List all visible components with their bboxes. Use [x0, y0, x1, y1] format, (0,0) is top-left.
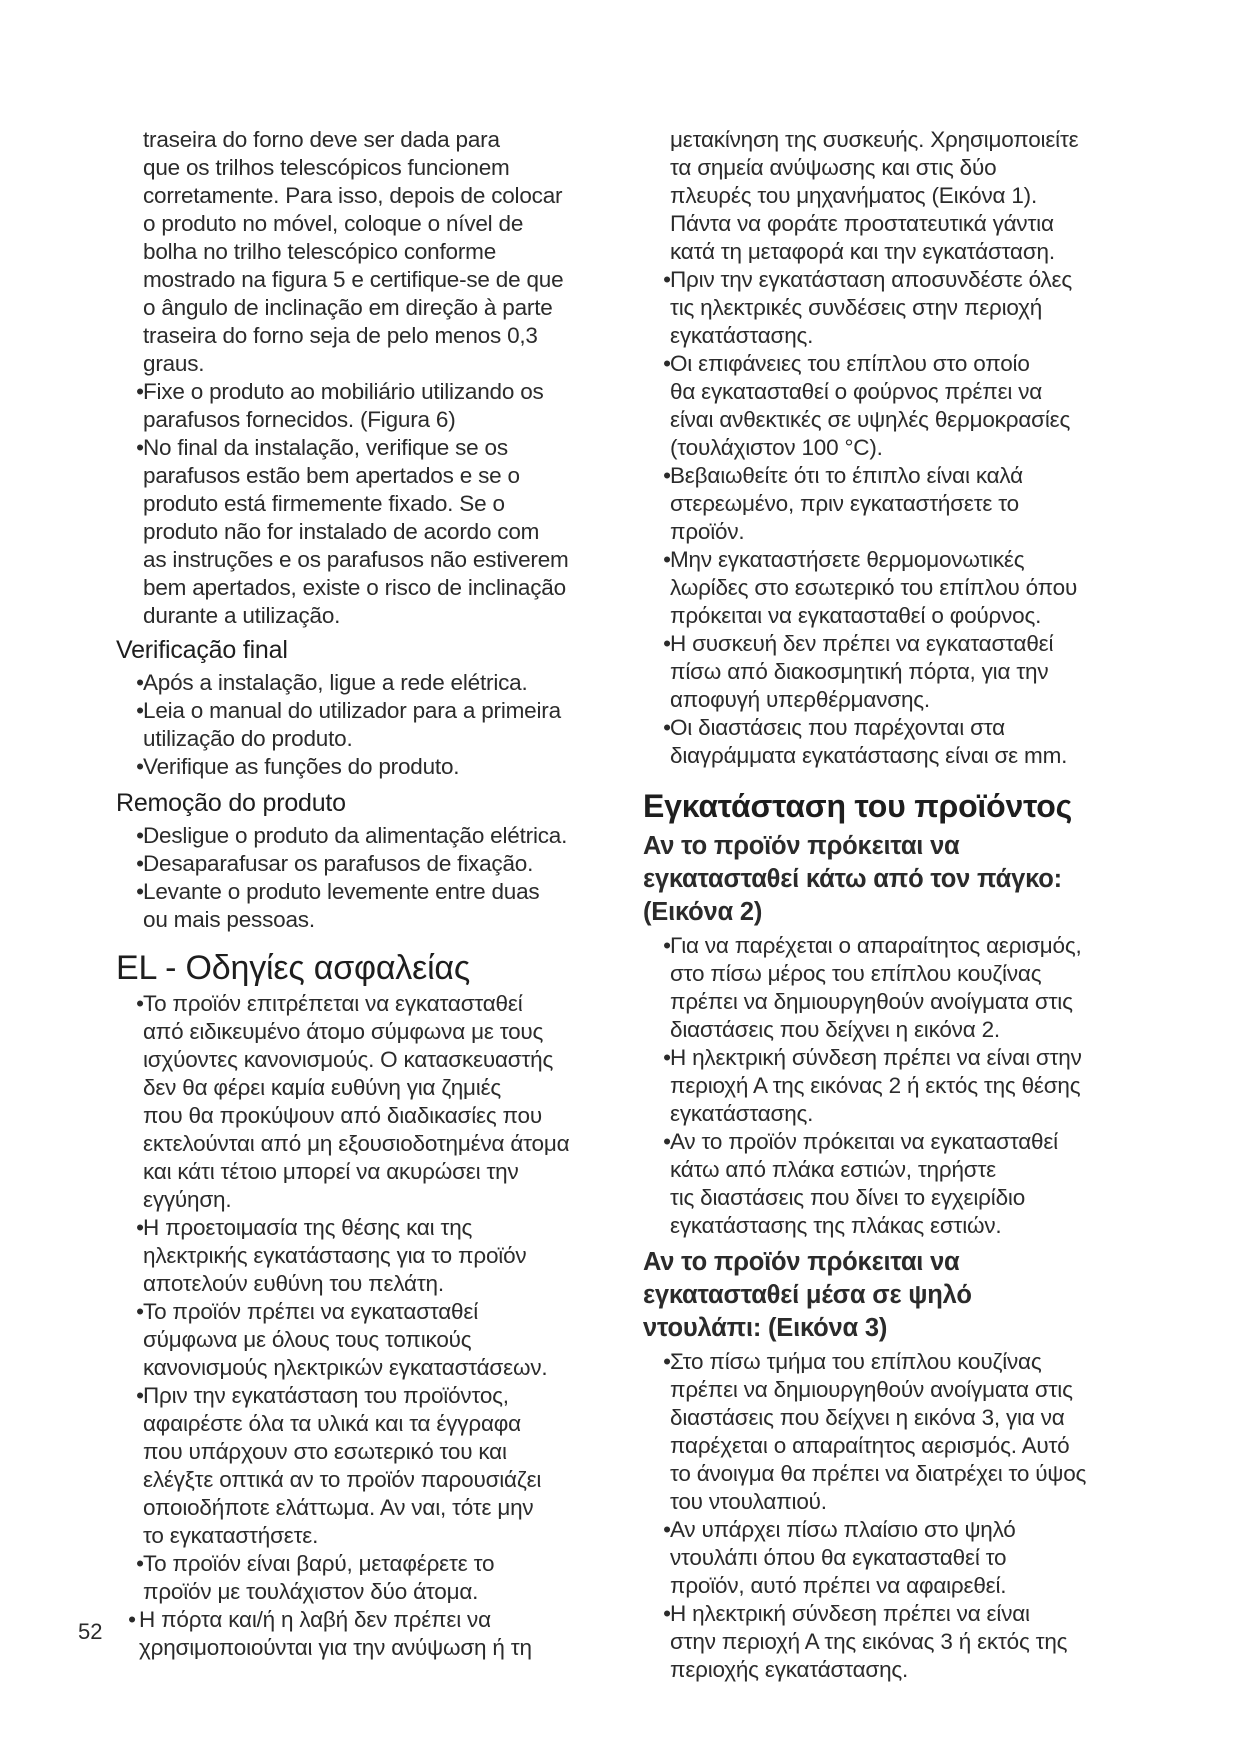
- bullet-icon: •: [136, 698, 144, 723]
- list-item: [643, 1516, 1143, 1600]
- text-line: πρέπει να δημιουργηθούν ανοίγματα στις: [670, 1377, 1073, 1402]
- list-item: [116, 753, 626, 781]
- text-line: ηλεκτρικής εγκατάστασης για το προϊόν: [143, 1243, 527, 1268]
- text-line: αποφυγή υπερθέρμανσης.: [670, 687, 930, 712]
- text-line: Η πόρτα και/ή η λαβή δεν πρέπει να: [139, 1607, 491, 1632]
- text-line: produto não for instalado de acordo com: [143, 519, 540, 544]
- text-line: εγγύηση.: [143, 1187, 232, 1212]
- removal-heading: Remoção do produto: [116, 789, 346, 817]
- text-line: Στο πίσω τμήμα του επίπλου κουζίνας: [670, 1349, 1042, 1374]
- bullet-icon: •: [663, 715, 671, 740]
- text-line: χρησιμοποιούνται για την ανύψωση ή τη: [139, 1635, 532, 1660]
- text-line: μετακίνηση της συσκευής. Χρησιμοποιείτε: [670, 127, 1079, 152]
- text-line: στο πίσω μέρος του επίπλου κουζίνας: [670, 961, 1042, 986]
- text-line: θα εγκατασταθεί ο φούρνος πρέπει να: [670, 379, 1043, 404]
- list-item-text: [143, 698, 561, 751]
- text-line: εκτελούνται από μη εξουσιοδοτημένα άτομα: [143, 1131, 570, 1156]
- text-line: Fixe o produto ao mobiliário utilizando os: [143, 379, 544, 404]
- text-line: Η συσκευή δεν πρέπει να εγκατασταθεί: [670, 631, 1054, 656]
- list-item: [643, 1348, 1143, 1516]
- text-line: traseira do forno deve ser dada para: [143, 127, 500, 152]
- list-item-text: [670, 1045, 1082, 1126]
- bullet-icon: •: [136, 1383, 144, 1408]
- text-line: αφαιρέστε όλα τα υλικά και τα έγγραφα: [143, 1411, 521, 1436]
- text-line: διαγράμματα εγκατάστασης είναι σε mm.: [670, 743, 1068, 768]
- text-line: utilização do produto.: [143, 726, 353, 751]
- text-line: στερεωμένο, πριν εγκαταστήσετε το: [670, 491, 1019, 516]
- bullet-icon: •: [663, 547, 671, 572]
- text-line: κανονισμούς ηλεκτρικών εγκαταστάσεων.: [143, 1355, 548, 1380]
- intro-bullet-list: [643, 266, 1143, 770]
- text-line: από ειδικευμένο άτομο σύμφωνα με τους: [143, 1019, 544, 1044]
- bullet-icon: •: [136, 991, 144, 1016]
- text-line: Verifique as funções do produto.: [143, 754, 460, 779]
- list-item-text: [670, 267, 1072, 348]
- text-line: graus.: [143, 351, 205, 376]
- bullet-icon: •: [663, 267, 671, 292]
- final-check-heading: Verificação final: [116, 636, 288, 664]
- list-item-text: [143, 1383, 541, 1548]
- list-item: [116, 850, 626, 878]
- text-line: Após a instalação, ligue a rede elétrica.: [143, 670, 528, 695]
- list-item-text: [670, 351, 1070, 460]
- text-line: εγκατασταθεί μέσα σε ψηλό: [643, 1281, 972, 1309]
- list-item-text: [143, 823, 567, 848]
- text-line: τις διαστάσεις που δίνει το εγχειρίδιο: [670, 1185, 1026, 1210]
- list-item-text: [143, 1551, 494, 1604]
- list-item-text: [143, 670, 528, 695]
- text-line: Desaparafusar os parafusos de fixação.: [143, 851, 534, 876]
- text-line: bem apertados, existe o risco de inclinação: [143, 575, 566, 600]
- intro-paragraph: [116, 126, 626, 378]
- text-line: Η προετοιμασία της θέσης και της: [143, 1215, 473, 1240]
- text-line: πρέπει να δημιουργηθούν ανοίγματα στις: [670, 989, 1073, 1014]
- text-line: περιοχής εγκατάστασης.: [670, 1657, 909, 1682]
- bullet-icon: •: [136, 851, 144, 876]
- text-line: corretamente. Para isso, depois de colocar: [143, 183, 563, 208]
- bullet-icon: •: [663, 631, 671, 656]
- list-item: [643, 932, 1143, 1044]
- list-item-text: [670, 1517, 1016, 1598]
- removal-list: [116, 822, 626, 934]
- bullet-icon: •: [136, 670, 144, 695]
- list-item: [116, 434, 626, 630]
- text-line: και κάτι τέτοιο μπορεί να ακυρώσει την: [143, 1159, 519, 1184]
- list-item: [116, 990, 626, 1214]
- list-item: [643, 350, 1143, 462]
- text-line: mostrado na figura 5 e certifique-se de que: [143, 267, 564, 292]
- bullet-icon: •: [663, 1045, 671, 1070]
- text-line: το άνοιγμα θα πρέπει να διατρέχει το ύψος: [670, 1461, 1087, 1486]
- text-line: (Εικόνα 2): [643, 898, 763, 926]
- text-line: κατά τη μεταφορά και την εγκατάσταση.: [670, 239, 1055, 264]
- text-line: δεν θα φέρει καμία ευθύνη για ζημιές: [143, 1075, 502, 1100]
- list-item-text: [670, 1601, 1067, 1682]
- text-line: Για να παρέχεται ο απαραίτητος αερισμός,: [670, 933, 1082, 958]
- text-line: ντουλάπι: (Εικόνα 3): [643, 1314, 888, 1342]
- text-line: Πάντα να φοράτε προστατευτικά γάντια: [670, 211, 1054, 236]
- text-line: durante a utilização.: [143, 603, 341, 628]
- bullet-icon: •: [128, 1607, 136, 1632]
- text-line: διαστάσεις που δείχνει η εικόνα 3, για να: [670, 1405, 1065, 1430]
- list-item-text: [143, 435, 569, 628]
- text-line: λωρίδες στο εσωτερικό του επίπλου όπου: [670, 575, 1078, 600]
- text-line: o ângulo de inclinação em direção à parte: [143, 295, 553, 320]
- text-line: ελέγξτε οπτικά αν το προϊόν παρουσιάζει: [143, 1467, 542, 1492]
- list-item: [643, 714, 1143, 770]
- text-line: Η ηλεκτρική σύνδεση πρέπει να είναι στην: [670, 1045, 1082, 1070]
- text-line: o produto no móvel, coloque o nível de: [143, 211, 524, 236]
- list-item-text: [143, 754, 459, 779]
- text-line: που υπάρχουν στο εσωτερικό του και: [143, 1439, 507, 1464]
- text-line: as instruções e os parafusos não estiverem: [143, 547, 569, 572]
- text-line: πίσω από διακοσμητική πόρτα, για την: [670, 659, 1049, 684]
- text-line: No final da instalação, verifique se os: [143, 435, 508, 460]
- bullet-icon: •: [663, 1349, 671, 1374]
- list-item: [116, 1606, 626, 1662]
- text-line: τις ηλεκτρικές συνδέσεις στην περιοχή: [670, 295, 1043, 320]
- bullet-icon: •: [136, 1215, 144, 1240]
- text-line: Αν το προϊόν πρόκειται να εγκατασταθεί: [670, 1129, 1058, 1154]
- bullet-icon: •: [663, 351, 671, 376]
- text-line: Πριν την εγκατάσταση αποσυνδέστε όλες: [670, 267, 1072, 292]
- text-line: ισχύοντες κανονισμούς. Ο κατασκευαστής: [143, 1047, 554, 1072]
- text-line: εγκατάστασης.: [670, 323, 814, 348]
- list-item-text: [143, 879, 539, 932]
- text-line: ou mais pessoas.: [143, 907, 315, 932]
- text-line: διαστάσεις που δείχνει η εικόνα 2.: [670, 1017, 1000, 1042]
- list-item-text: [670, 631, 1053, 712]
- list-item-text: [143, 1215, 526, 1296]
- text-line: σύμφωνα με όλους τους τοπικούς: [143, 1327, 472, 1352]
- text-line: πλευρές του μηχανήματος (Εικόνα 1).: [670, 183, 1038, 208]
- text-line: που θα προκύψουν από διαδικασίες που: [143, 1103, 542, 1128]
- text-line: εγκατασταθεί κάτω από τον πάγκο:: [643, 865, 1062, 893]
- installation-heading: Εγκατάσταση του προϊόντος: [643, 788, 1073, 824]
- list-item-text: [143, 851, 533, 876]
- text-line: Η ηλεκτρική σύνδεση πρέπει να είναι: [670, 1601, 1030, 1626]
- text-line: ντουλάπι όπου θα εγκατασταθεί το: [670, 1545, 1007, 1570]
- list-item-text: [670, 1349, 1086, 1514]
- list-item: [116, 697, 626, 753]
- list-item: [116, 1298, 626, 1382]
- bullet-icon: •: [136, 1299, 144, 1324]
- list-item-text: [670, 933, 1082, 1042]
- intro-bullet-list: [116, 378, 626, 630]
- text-line: Leia o manual do utilizador para a primeira: [143, 698, 561, 723]
- text-line: κάτω από πλάκα εστιών, τηρήστε: [670, 1157, 996, 1182]
- text-line: εγκατάστασης.: [670, 1101, 814, 1126]
- text-line: Οι διαστάσεις που παρέχονται στα: [670, 715, 1005, 740]
- list-item-text: [670, 547, 1077, 628]
- list-item: [643, 546, 1143, 630]
- list-item: [643, 462, 1143, 546]
- list-item: [116, 1214, 626, 1298]
- text-line: προϊόν.: [670, 519, 745, 544]
- text-line: τα σημεία ανύψωσης και στις δύο: [670, 155, 997, 180]
- bullet-icon: •: [663, 1517, 671, 1542]
- text-line: Το προϊόν πρέπει να εγκατασταθεί: [143, 1299, 479, 1324]
- list-item: [643, 1044, 1143, 1128]
- list-item: [116, 669, 626, 697]
- under-counter-heading: [643, 830, 1143, 929]
- intro-paragraph: [643, 126, 1143, 266]
- text-line: του ντουλαπιού.: [670, 1489, 827, 1514]
- text-line: παρέχεται ο απαραίτητος αερισμός. Αυτό: [670, 1433, 1070, 1458]
- list-item-text: [143, 379, 544, 432]
- left-column: [116, 126, 626, 1662]
- text-line: traseira do forno seja de pelo menos 0,3: [143, 323, 538, 348]
- list-item: [643, 630, 1143, 714]
- list-item-text: [143, 991, 569, 1212]
- tall-cabinet-list: [643, 1348, 1143, 1684]
- text-line: parafusos estão bem apertados e se o: [143, 463, 520, 488]
- bullet-icon: •: [663, 1601, 671, 1626]
- final-check-list: [116, 669, 626, 781]
- text-line: Πριν την εγκατάσταση του προϊόντος,: [143, 1383, 509, 1408]
- list-item-text: [670, 463, 1023, 544]
- bullet-icon: •: [663, 933, 671, 958]
- bullet-icon: •: [136, 823, 144, 848]
- bullet-icon: •: [136, 1551, 144, 1576]
- safety-list: [116, 990, 626, 1606]
- bullet-icon: •: [136, 435, 144, 460]
- text-line: αποτελούν ευθύνη του πελάτη.: [143, 1271, 444, 1296]
- bullet-icon: •: [136, 379, 144, 404]
- page-number: 52: [78, 1619, 103, 1644]
- text-line: Βεβαιωθείτε ότι το έπιπλο είναι καλά: [670, 463, 1023, 488]
- bullet-icon: •: [136, 879, 144, 904]
- list-item-text: [670, 715, 1067, 768]
- text-line: Το προϊόν επιτρέπεται να εγκατασταθεί: [143, 991, 523, 1016]
- tall-cabinet-heading: [643, 1246, 1143, 1345]
- list-item: [116, 878, 626, 934]
- list-item-text: [139, 1607, 532, 1660]
- text-line: bolha no trilho telescópico conforme: [143, 239, 497, 264]
- list-item-text: [670, 1129, 1058, 1238]
- list-item: [116, 1550, 626, 1606]
- text-line: Οι επιφάνειες του επίπλου στο οποίο: [670, 351, 1030, 376]
- text-line: Desligue o produto da alimentação elétrica.: [143, 823, 568, 848]
- text-line: στην περιοχή Α της εικόνας 3 ή εκτός της: [670, 1629, 1068, 1654]
- text-line: είναι ανθεκτικές σε υψηλές θερμοκρασίες: [670, 407, 1071, 432]
- text-line: πρόκειται να εγκατασταθεί ο φούρνος.: [670, 603, 1042, 628]
- list-item: [116, 1382, 626, 1550]
- list-item: [643, 266, 1143, 350]
- text-line: Αν υπάρχει πίσω πλαίσιο στο ψηλό: [670, 1517, 1016, 1542]
- text-line: οποιοδήποτε ελάττωμα. Αν ναι, τότε μην: [143, 1495, 534, 1520]
- bullet-icon: •: [663, 463, 671, 488]
- text-line: Αν το προϊόν πρόκειται να: [643, 832, 960, 860]
- text-line: προϊόν με τουλάχιστον δύο άτομα.: [143, 1579, 479, 1604]
- text-line: (τουλάχιστον 100 °C).: [670, 435, 883, 460]
- text-line: que os trilhos telescópicos funcionem: [143, 155, 510, 180]
- under-counter-list: [643, 932, 1143, 1240]
- right-column: [643, 126, 1143, 1684]
- bullet-icon: •: [663, 1129, 671, 1154]
- list-item: [643, 1600, 1143, 1684]
- text-line: εγκατάστασης της πλάκας εστιών.: [670, 1213, 1002, 1238]
- text-line: περιοχή Α της εικόνας 2 ή εκτός της θέσης: [670, 1073, 1081, 1098]
- text-line: Levante o produto levemente entre duas: [143, 879, 540, 904]
- text-line: το εγκαταστήσετε.: [143, 1523, 319, 1548]
- safety-heading: EL - Οδηγίες ασφαλείας: [116, 949, 471, 987]
- text-line: parafusos fornecidos. (Figura 6): [143, 407, 456, 432]
- text-line: Αν το προϊόν πρόκειται να: [643, 1248, 960, 1276]
- text-line: Μην εγκαταστήσετε θερμομονωτικές: [670, 547, 1025, 572]
- list-item-text: [143, 1299, 547, 1380]
- text-line: Το προϊόν είναι βαρύ, μεταφέρετε το: [143, 1551, 495, 1576]
- text-line: produto está firmemente fixado. Se o: [143, 491, 505, 516]
- list-item: [116, 378, 626, 434]
- text-line: προϊόν, αυτό πρέπει να αφαιρεθεί.: [670, 1573, 1007, 1598]
- list-item: [116, 822, 626, 850]
- bullet-icon: •: [136, 754, 144, 779]
- list-item: [643, 1128, 1143, 1240]
